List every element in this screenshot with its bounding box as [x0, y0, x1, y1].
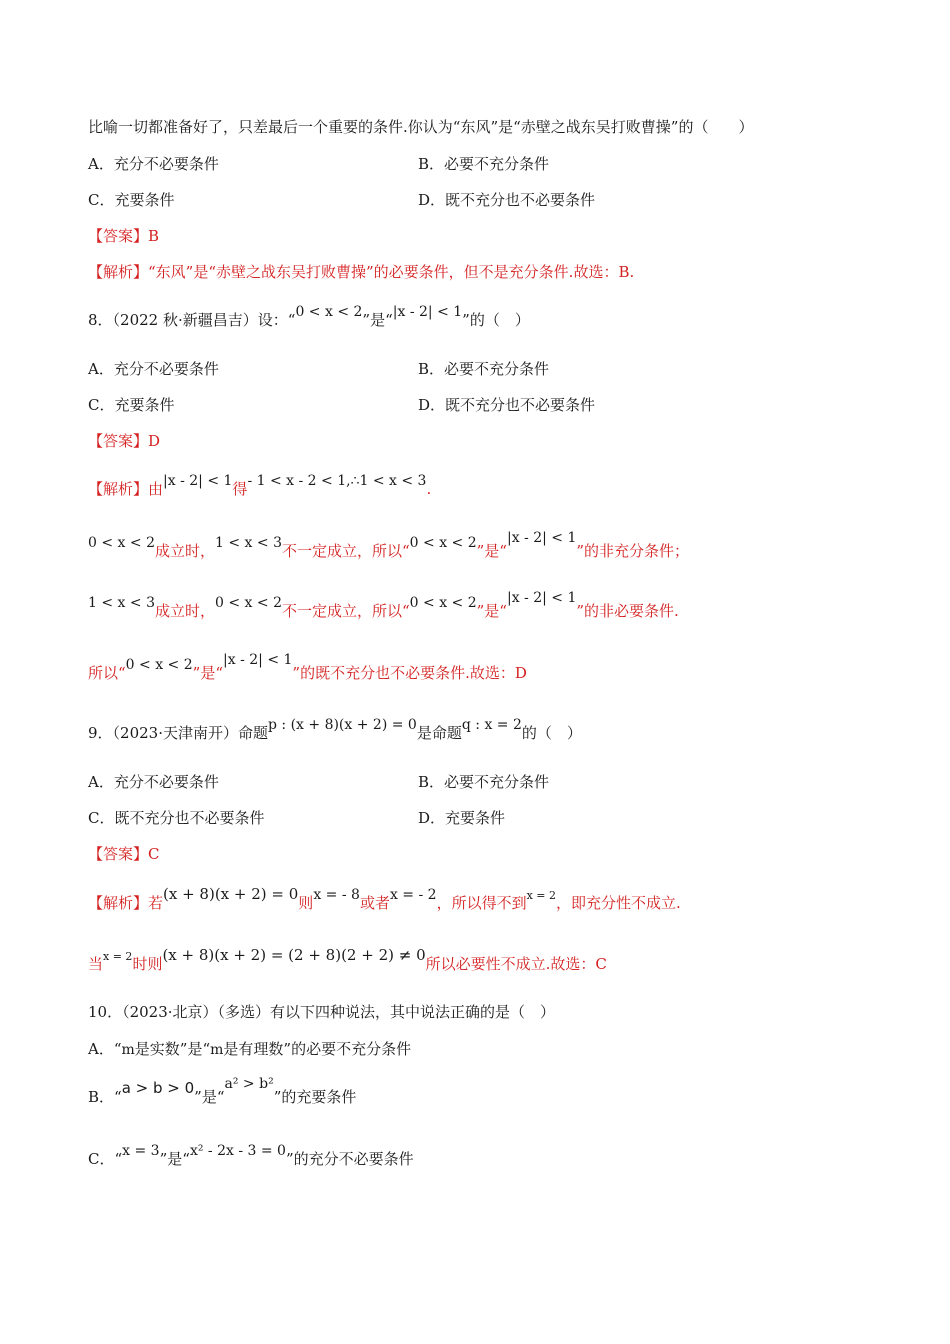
q10-option-a: [88, 1038, 411, 1061]
q8-stem-suffix: ”的（ ）: [462, 311, 530, 329]
q7-answer: 【答案】B: [88, 227, 160, 245]
q9-a1-math3: x = - 2: [389, 887, 437, 903]
q10-option-b: [88, 1076, 357, 1109]
q9-a2-math2: (x + 8)(x + 2) = (2 + 8)(2 + 2) ≠ 0: [162, 946, 426, 964]
q7-option-d: D．既不充分也不必要条件: [418, 191, 596, 209]
q7-option-c: C．充要条件: [88, 191, 175, 209]
q9-stem-prefix: 9．（2023·天津南开）命题: [88, 724, 268, 742]
q8-a2-text3: ”是“: [476, 542, 507, 560]
q9-a2-text1: 当: [88, 955, 104, 973]
q8-a4-math1: 0 < x < 2: [125, 657, 193, 673]
q9-a1-text4: ，即充分性不成立.: [556, 894, 681, 912]
q10-a-suffix: 是有理数”的必要不充分条件: [223, 1040, 412, 1058]
q8-analysis-end: .: [426, 480, 432, 498]
q9-a1-text3: ，所以得不到: [436, 894, 527, 912]
q8-a3-math4: |x - 2| < 1: [506, 590, 577, 606]
q9-analysis-line2: [88, 946, 607, 977]
q10-option-c: [88, 1143, 414, 1171]
q10-b-prefix: B．“: [88, 1088, 122, 1106]
q9-stem-suffix: 的（ ）: [521, 724, 582, 742]
q8-a3-math3: 0 < x < 2: [409, 595, 477, 611]
q9-a2-math1: x = 2: [103, 950, 133, 963]
q10-b-math1: a > b > 0: [121, 1079, 195, 1097]
q10-b-mid: ”是“: [194, 1088, 225, 1106]
q7-stem: 比喻一切都准备好了，只差最后一个重要的条件.你认为“东风”是“赤壁之战东吴打败曹操”的（ ）: [88, 118, 754, 136]
q8-a3-text4: ”的非必要条件.: [576, 602, 679, 620]
q8-a2-text2: 不一定成立，所以“: [281, 542, 410, 560]
q10-b-math2: a² > b²: [224, 1076, 274, 1092]
q9-option-d: D．充要条件: [418, 809, 506, 827]
q8-a3-math2: 0 < x < 2: [215, 595, 282, 611]
q8-option-d: D．既不充分也不必要条件: [418, 396, 596, 414]
q8-option-a: A．充分不必要条件: [88, 360, 219, 378]
q9-a1-math4: x = 2: [526, 889, 557, 902]
q10-a-math2: m: [210, 1042, 224, 1058]
q9-a2-text3: 所以必要性不成立.故选：C: [425, 955, 607, 973]
q10-c-suffix: ”的充分不必要条件: [285, 1150, 414, 1168]
q9-option-c: C．既不充分也不必要条件: [88, 809, 265, 827]
q9-analysis-line1: [88, 885, 681, 916]
q8-a2-text4: ”的非充分条件；: [576, 542, 690, 560]
q9-option-b: B．必要不充分条件: [418, 773, 550, 791]
q10-c-math2: x² - 2x - 3 = 0: [189, 1143, 286, 1159]
q8-cond2-math: |x - 2| < 1: [392, 304, 463, 320]
q10-stem: 10．（2023·北京）（多选）有以下四种说法，其中说法正确的是（ ）: [88, 1003, 556, 1021]
q8-stem: [88, 304, 530, 332]
q9-proposition-q: q : x = 2: [461, 717, 522, 733]
q10-a-math1: m: [121, 1042, 135, 1058]
q8-a2-math2: 1 < x < 3: [215, 535, 282, 551]
q9-stem-mid: 是命题: [416, 724, 462, 742]
q10-c-mid: ”是“: [159, 1150, 190, 1168]
q8-a3-text3: ”是“: [476, 602, 507, 620]
q7-analysis: 【解析】“东风”是“赤壁之战东吴打败曹操”的必要条件，但不是充分条件.故选：B.: [88, 263, 635, 281]
q8-a3-text2: 不一定成立，所以“: [281, 602, 410, 620]
q8-a4-math2: |x - 2| < 1: [223, 652, 293, 668]
q10-c-math1: x = 3: [122, 1143, 160, 1159]
q8-a4-text3: ”的既不充分也不必要条件.故选：D: [292, 664, 527, 682]
q8-cond1-math: 0 < x < 2: [295, 304, 363, 320]
q8-a3-math1: 1 < x < 3: [88, 595, 155, 611]
q8-a4-text1: 所以“: [88, 664, 126, 682]
q9-option-a: A．充分不必要条件: [88, 773, 219, 791]
q7-option-b: B．必要不充分条件: [418, 155, 550, 173]
q8-analysis-text1: 得: [232, 480, 248, 498]
q8-a2-math1: 0 < x < 2: [88, 535, 155, 551]
q9-a2-text2: 时则: [132, 955, 163, 973]
q8-analysis-line1: [88, 473, 432, 501]
q10-a-prefix: A．“: [88, 1040, 122, 1058]
q8-option-c: C．充要条件: [88, 396, 175, 414]
q9-a1-math1: (x + 8)(x + 2) = 0: [163, 885, 299, 903]
q8-analysis-line4: [88, 652, 527, 685]
q8-analysis-math2: - 1 < x - 2 < 1,∴1 < x < 3: [247, 473, 427, 489]
q8-stem-prefix: 8．（2022 秋·新疆昌吉）设：“: [88, 311, 296, 329]
q9-analysis-label: 【解析】若: [88, 894, 164, 912]
q9-answer: 【答案】C: [88, 845, 160, 863]
q7-option-a: A．充分不必要条件: [88, 155, 219, 173]
q8-a2-math4: |x - 2| < 1: [506, 530, 577, 546]
q8-analysis-math1: |x - 2| < 1: [163, 473, 233, 489]
q8-option-b: B．必要不充分条件: [418, 360, 550, 378]
q9-stem: [88, 717, 582, 745]
q8-stem-mid: ”是“: [362, 311, 393, 329]
q9-proposition-p: p : (x + 8)(x + 2) = 0: [268, 717, 417, 733]
q8-analysis-line2: [88, 530, 690, 563]
q9-a1-text1: 则: [298, 894, 314, 912]
q8-analysis-label: 【解析】由: [88, 480, 164, 498]
q8-a2-math3: 0 < x < 2: [409, 535, 477, 551]
q8-a3-text1: 成立时，: [154, 602, 215, 620]
q8-a4-text2: ”是“: [192, 664, 223, 682]
q10-b-suffix: ”的充要条件: [273, 1088, 357, 1106]
q8-analysis-line3: [88, 590, 679, 623]
q10-a-mid: 是实数”是“: [134, 1040, 211, 1058]
q9-a1-text2: 或者: [359, 894, 390, 912]
q8-a2-text1: 成立时，: [154, 542, 215, 560]
q8-answer: 【答案】D: [88, 432, 161, 450]
q10-c-prefix: C．“: [88, 1150, 123, 1168]
q9-a1-math2: x = - 8: [313, 887, 360, 903]
